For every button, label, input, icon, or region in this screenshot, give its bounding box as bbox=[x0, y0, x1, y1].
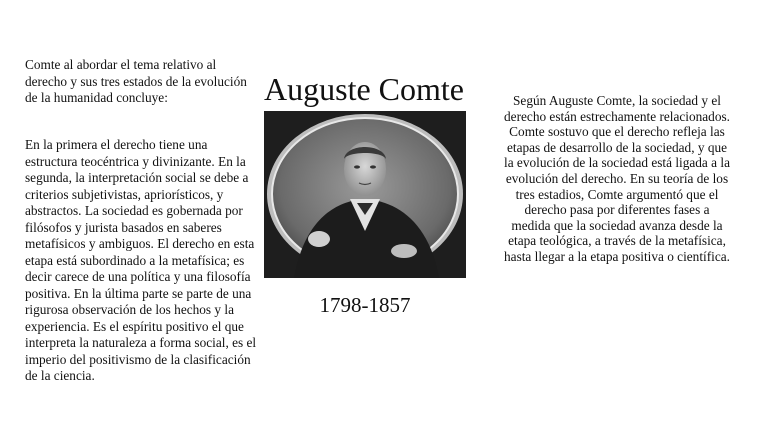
intro-text: Comte al abordar el tema relativo al derecho y sus tres estados de la evolución de la humanidad concluye: bbox=[25, 57, 247, 105]
life-dates: 1798-1857 bbox=[319, 293, 411, 317]
right-body-text: Según Auguste Comte, la sociedad y el derecho están estrechamente relacionados. Comte sostuvo que el derecho refleja las etapas de desarrollo de la sociedad, y que la evolución de la sociedad está ligada a la evolución del derecho. En su teoría de los tres estadios, Comte argumentó que el derecho pasa por diferentes fases a medida que la sociedad avanza desde la etapa teológica, a través de la metafísica, hasta llegar a la etapa positiva o científica. bbox=[504, 93, 730, 264]
left-body-text: En la primera el derecho tiene una estructura teocéntrica y divinizante. En la segunda, la interpretación social se debe a criterios subjetivistas, apriorísticos, y abstractos. La sociedad es gobernada por filósofos y jurista basados en saberes metafísicos y ambiguos. El derecho en esta etapa está subordinado a la metafísica; es decir carece de una política y una filosofía positiva. En la última parte se parte de una rigurosa observación de los hechos y la experiencia. Es el espíritu positivo el que interpreta la naturaleza a forma social, es el imperio del positivismo de la clasificación de la ciencia. bbox=[25, 137, 257, 383]
portrait-image bbox=[264, 111, 466, 278]
slide-title: Auguste Comte bbox=[264, 71, 464, 107]
